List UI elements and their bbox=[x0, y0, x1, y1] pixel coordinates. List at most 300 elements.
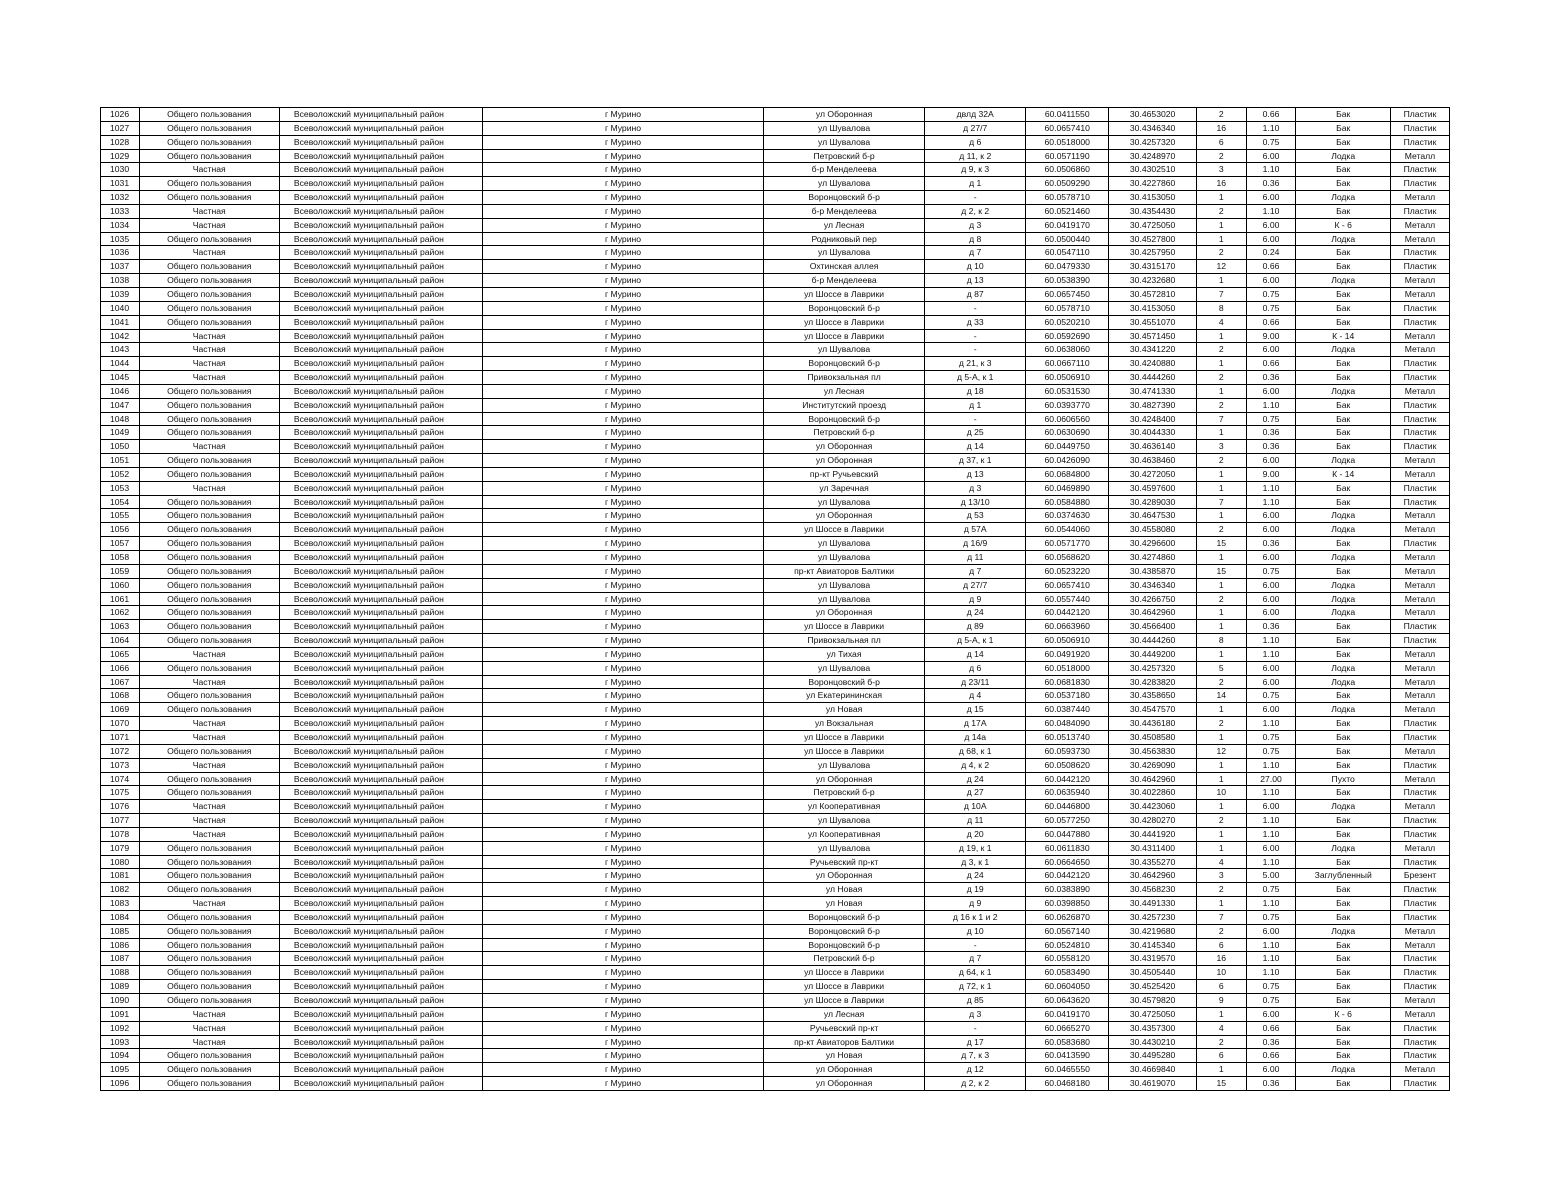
cell-container-count: 2 bbox=[1196, 883, 1246, 897]
cell-settlement: г Мурино bbox=[483, 564, 764, 578]
cell-street: Воронцовский б-р bbox=[763, 301, 925, 315]
cell-ownership: Частная bbox=[139, 1035, 279, 1049]
cell-material: Металл bbox=[1390, 287, 1449, 301]
cell-material: Металл bbox=[1390, 675, 1449, 689]
cell-settlement: г Мурино bbox=[483, 758, 764, 772]
table-row bbox=[101, 108, 1450, 122]
cell-street: ул Новая bbox=[763, 1049, 925, 1063]
cell-settlement: г Мурино bbox=[483, 135, 764, 149]
cell-longitude: 30.4495280 bbox=[1109, 1049, 1196, 1063]
cell-row-number: 1031 bbox=[101, 177, 140, 191]
cell-longitude: 30.4044330 bbox=[1109, 426, 1196, 440]
cell-street: Петровский б-р bbox=[763, 786, 925, 800]
cell-district: Всеволожский муниципальный район bbox=[279, 786, 482, 800]
cell-volume: 6.00 bbox=[1246, 509, 1296, 523]
table-row bbox=[101, 966, 1450, 980]
cell-container-count: 2 bbox=[1196, 343, 1246, 357]
cell-longitude: 30.4232680 bbox=[1109, 274, 1196, 288]
table-row bbox=[101, 523, 1450, 537]
cell-street: Воронцовский б-р bbox=[763, 191, 925, 205]
cell-ownership: Общего пользования bbox=[139, 384, 279, 398]
cell-ownership: Частная bbox=[139, 481, 279, 495]
table-row bbox=[101, 855, 1450, 869]
cell-settlement: г Мурино bbox=[483, 509, 764, 523]
cell-longitude: 30.4357300 bbox=[1109, 1021, 1196, 1035]
cell-district: Всеволожский муниципальный район bbox=[279, 371, 482, 385]
cell-container-count: 2 bbox=[1196, 108, 1246, 122]
cell-row-number: 1074 bbox=[101, 772, 140, 786]
cell-settlement: г Мурино bbox=[483, 910, 764, 924]
cell-row-number: 1045 bbox=[101, 371, 140, 385]
cell-longitude: 30.4346340 bbox=[1109, 121, 1196, 135]
cell-settlement: г Мурино bbox=[483, 398, 764, 412]
cell-container-count: 2 bbox=[1196, 204, 1246, 218]
cell-container-count: 1 bbox=[1196, 620, 1246, 634]
cell-street: ул Шоссе в Лаврики bbox=[763, 315, 925, 329]
cell-settlement: г Мурино bbox=[483, 384, 764, 398]
cell-settlement: г Мурино bbox=[483, 1063, 764, 1077]
cell-container-type: Бак bbox=[1296, 647, 1391, 661]
cell-latitude: 60.0393770 bbox=[1026, 398, 1109, 412]
table-row bbox=[101, 647, 1450, 661]
cell-container-type: Бак bbox=[1296, 966, 1391, 980]
cell-ownership: Частная bbox=[139, 758, 279, 772]
table-row bbox=[101, 564, 1450, 578]
cell-house: д 14 bbox=[925, 647, 1026, 661]
cell-settlement: г Мурино bbox=[483, 924, 764, 938]
cell-district: Всеволожский муниципальный район bbox=[279, 357, 482, 371]
cell-latitude: 60.0426090 bbox=[1026, 454, 1109, 468]
table-row bbox=[101, 177, 1450, 191]
cell-settlement: г Мурино bbox=[483, 412, 764, 426]
cell-row-number: 1040 bbox=[101, 301, 140, 315]
cell-district: Всеволожский муниципальный район bbox=[279, 301, 482, 315]
cell-ownership: Общего пользования bbox=[139, 952, 279, 966]
cell-container-type: Заглубленный bbox=[1296, 869, 1391, 883]
cell-container-type: Лодка bbox=[1296, 384, 1391, 398]
cell-ownership: Частная bbox=[139, 717, 279, 731]
cell-row-number: 1057 bbox=[101, 537, 140, 551]
cell-settlement: г Мурино bbox=[483, 121, 764, 135]
cell-ownership: Общего пользования bbox=[139, 966, 279, 980]
cell-volume: 0.36 bbox=[1246, 537, 1296, 551]
table-row bbox=[101, 357, 1450, 371]
cell-house: д 19 bbox=[925, 883, 1026, 897]
cell-ownership: Общего пользования bbox=[139, 301, 279, 315]
cell-ownership: Общего пользования bbox=[139, 537, 279, 551]
cell-row-number: 1095 bbox=[101, 1063, 140, 1077]
cell-container-type: Лодка bbox=[1296, 578, 1391, 592]
cell-row-number: 1054 bbox=[101, 495, 140, 509]
cell-container-count: 2 bbox=[1196, 1035, 1246, 1049]
cell-container-count: 2 bbox=[1196, 398, 1246, 412]
cell-street: ул Шувалова bbox=[763, 551, 925, 565]
cell-district: Всеволожский муниципальный район bbox=[279, 634, 482, 648]
cell-street: Ручьевский пр-кт bbox=[763, 1021, 925, 1035]
cell-longitude: 30.4248970 bbox=[1109, 149, 1196, 163]
cell-container-count: 7 bbox=[1196, 412, 1246, 426]
cell-latitude: 60.0520210 bbox=[1026, 315, 1109, 329]
cell-ownership: Общего пользования bbox=[139, 287, 279, 301]
cell-settlement: г Мурино bbox=[483, 301, 764, 315]
cell-ownership: Общего пользования bbox=[139, 592, 279, 606]
cell-house: д 13 bbox=[925, 274, 1026, 288]
cell-row-number: 1027 bbox=[101, 121, 140, 135]
cell-house: д 24 bbox=[925, 772, 1026, 786]
cell-volume: 9.00 bbox=[1246, 467, 1296, 481]
table-row bbox=[101, 204, 1450, 218]
cell-row-number: 1059 bbox=[101, 564, 140, 578]
cell-material: Металл bbox=[1390, 454, 1449, 468]
cell-house: д 9 bbox=[925, 897, 1026, 911]
cell-house: д 15 bbox=[925, 703, 1026, 717]
cell-district: Всеволожский муниципальный район bbox=[279, 647, 482, 661]
cell-district: Всеволожский муниципальный район bbox=[279, 1077, 482, 1091]
cell-material: Металл bbox=[1390, 1063, 1449, 1077]
cell-house: д 7 bbox=[925, 564, 1026, 578]
cell-ownership: Частная bbox=[139, 371, 279, 385]
cell-ownership: Общего пользования bbox=[139, 1049, 279, 1063]
cell-settlement: г Мурино bbox=[483, 952, 764, 966]
cell-settlement: г Мурино bbox=[483, 204, 764, 218]
table-row bbox=[101, 232, 1450, 246]
table-row bbox=[101, 786, 1450, 800]
table-row bbox=[101, 481, 1450, 495]
cell-container-type: Бак bbox=[1296, 177, 1391, 191]
cell-house: д 5-А, к 1 bbox=[925, 634, 1026, 648]
cell-volume: 0.75 bbox=[1246, 980, 1296, 994]
cell-row-number: 1096 bbox=[101, 1077, 140, 1091]
cell-street: ул Тихая bbox=[763, 647, 925, 661]
cell-longitude: 30.4579820 bbox=[1109, 994, 1196, 1008]
cell-row-number: 1036 bbox=[101, 246, 140, 260]
cell-ownership: Частная bbox=[139, 647, 279, 661]
cell-latitude: 60.0523220 bbox=[1026, 564, 1109, 578]
cell-container-type: Бак bbox=[1296, 814, 1391, 828]
cell-volume: 6.00 bbox=[1246, 551, 1296, 565]
cell-house: д 6 bbox=[925, 135, 1026, 149]
cell-material: Пластик bbox=[1390, 315, 1449, 329]
cell-row-number: 1068 bbox=[101, 689, 140, 703]
cell-container-type: Бак bbox=[1296, 426, 1391, 440]
cell-row-number: 1053 bbox=[101, 481, 140, 495]
cell-longitude: 30.4444260 bbox=[1109, 371, 1196, 385]
cell-street: Воронцовский б-р bbox=[763, 938, 925, 952]
table-row bbox=[101, 758, 1450, 772]
table-row bbox=[101, 287, 1450, 301]
cell-volume: 9.00 bbox=[1246, 329, 1296, 343]
cell-material: Пластик bbox=[1390, 827, 1449, 841]
cell-latitude: 60.0442120 bbox=[1026, 772, 1109, 786]
cell-material: Пластик bbox=[1390, 717, 1449, 731]
cell-house: д 11 bbox=[925, 814, 1026, 828]
cell-longitude: 30.4355270 bbox=[1109, 855, 1196, 869]
cell-house: д 2, к 2 bbox=[925, 204, 1026, 218]
cell-latitude: 60.0506860 bbox=[1026, 163, 1109, 177]
table-row bbox=[101, 814, 1450, 828]
cell-ownership: Общего пользования bbox=[139, 661, 279, 675]
cell-latitude: 60.0638060 bbox=[1026, 343, 1109, 357]
table-row bbox=[101, 121, 1450, 135]
cell-ownership: Частная bbox=[139, 343, 279, 357]
cell-container-count: 6 bbox=[1196, 938, 1246, 952]
cell-longitude: 30.4566400 bbox=[1109, 620, 1196, 634]
cell-row-number: 1035 bbox=[101, 232, 140, 246]
cell-container-type: Бак bbox=[1296, 980, 1391, 994]
cell-row-number: 1077 bbox=[101, 814, 140, 828]
cell-house: - bbox=[925, 412, 1026, 426]
cell-container-count: 7 bbox=[1196, 495, 1246, 509]
cell-container-type: Бак bbox=[1296, 371, 1391, 385]
cell-row-number: 1052 bbox=[101, 467, 140, 481]
cell-settlement: г Мурино bbox=[483, 855, 764, 869]
cell-ownership: Общего пользования bbox=[139, 703, 279, 717]
cell-volume: 0.36 bbox=[1246, 1035, 1296, 1049]
cell-material: Пластик bbox=[1390, 260, 1449, 274]
cell-district: Всеволожский муниципальный район bbox=[279, 910, 482, 924]
cell-longitude: 30.4248400 bbox=[1109, 412, 1196, 426]
cell-ownership: Общего пользования bbox=[139, 924, 279, 938]
cell-house: д 3 bbox=[925, 1007, 1026, 1021]
cell-district: Всеволожский муниципальный район bbox=[279, 384, 482, 398]
cell-container-count: 1 bbox=[1196, 897, 1246, 911]
cell-settlement: г Мурино bbox=[483, 827, 764, 841]
cell-street: Институтский проезд bbox=[763, 398, 925, 412]
cell-ownership: Общего пользования bbox=[139, 274, 279, 288]
cell-longitude: 30.4491330 bbox=[1109, 897, 1196, 911]
cell-volume: 6.00 bbox=[1246, 703, 1296, 717]
cell-ownership: Общего пользования bbox=[139, 467, 279, 481]
cell-district: Всеволожский муниципальный район bbox=[279, 855, 482, 869]
cell-district: Всеволожский муниципальный район bbox=[279, 509, 482, 523]
cell-settlement: г Мурино bbox=[483, 661, 764, 675]
cell-container-type: Лодка bbox=[1296, 1063, 1391, 1077]
cell-material: Металл bbox=[1390, 343, 1449, 357]
cell-row-number: 1033 bbox=[101, 204, 140, 218]
cell-house: - bbox=[925, 1021, 1026, 1035]
cell-ownership: Общего пользования bbox=[139, 938, 279, 952]
cell-settlement: г Мурино bbox=[483, 772, 764, 786]
cell-ownership: Общего пользования bbox=[139, 108, 279, 122]
cell-street: ул Кооперативная bbox=[763, 827, 925, 841]
cell-container-type: Лодка bbox=[1296, 661, 1391, 675]
cell-settlement: г Мурино bbox=[483, 675, 764, 689]
cell-row-number: 1080 bbox=[101, 855, 140, 869]
cell-material: Пластик bbox=[1390, 883, 1449, 897]
cell-ownership: Общего пользования bbox=[139, 855, 279, 869]
cell-district: Всеволожский муниципальный район bbox=[279, 675, 482, 689]
cell-container-type: Бак bbox=[1296, 301, 1391, 315]
cell-district: Всеволожский муниципальный район bbox=[279, 744, 482, 758]
cell-row-number: 1071 bbox=[101, 730, 140, 744]
cell-house: д 12 bbox=[925, 1063, 1026, 1077]
cell-material: Пластик bbox=[1390, 634, 1449, 648]
cell-container-count: 1 bbox=[1196, 647, 1246, 661]
cell-house: д 17А bbox=[925, 717, 1026, 731]
table-row bbox=[101, 149, 1450, 163]
cell-longitude: 30.4642960 bbox=[1109, 869, 1196, 883]
cell-house: д 4 bbox=[925, 689, 1026, 703]
cell-latitude: 60.0513740 bbox=[1026, 730, 1109, 744]
cell-district: Всеволожский муниципальный район bbox=[279, 412, 482, 426]
table-row bbox=[101, 246, 1450, 260]
cell-street: ул Шувалова bbox=[763, 578, 925, 592]
cell-container-count: 2 bbox=[1196, 149, 1246, 163]
cell-ownership: Частная bbox=[139, 1021, 279, 1035]
cell-street: ул Шувалова bbox=[763, 495, 925, 509]
cell-container-type: Пухто bbox=[1296, 772, 1391, 786]
cell-district: Всеволожский муниципальный район bbox=[279, 924, 482, 938]
cell-settlement: г Мурино bbox=[483, 883, 764, 897]
cell-container-type: Бак bbox=[1296, 440, 1391, 454]
table-row bbox=[101, 509, 1450, 523]
cell-ownership: Общего пользования bbox=[139, 744, 279, 758]
table-row bbox=[101, 260, 1450, 274]
cell-container-type: Лодка bbox=[1296, 841, 1391, 855]
cell-street: ул Шоссе в Лаврики bbox=[763, 287, 925, 301]
cell-street: Петровский б-р bbox=[763, 952, 925, 966]
cell-street: пр-кт Ручьевский bbox=[763, 467, 925, 481]
cell-row-number: 1062 bbox=[101, 606, 140, 620]
cell-latitude: 60.0583490 bbox=[1026, 966, 1109, 980]
table-row bbox=[101, 343, 1450, 357]
cell-district: Всеволожский муниципальный район bbox=[279, 717, 482, 731]
cell-street: ул Кооперативная bbox=[763, 800, 925, 814]
cell-district: Всеволожский муниципальный район bbox=[279, 426, 482, 440]
cell-district: Всеволожский муниципальный район bbox=[279, 592, 482, 606]
table-row bbox=[101, 1021, 1450, 1035]
cell-latitude: 60.0593730 bbox=[1026, 744, 1109, 758]
cell-settlement: г Мурино bbox=[483, 800, 764, 814]
cell-row-number: 1063 bbox=[101, 620, 140, 634]
cell-longitude: 30.4571450 bbox=[1109, 329, 1196, 343]
cell-container-type: Бак bbox=[1296, 564, 1391, 578]
cell-volume: 0.66 bbox=[1246, 108, 1296, 122]
cell-house: д 10 bbox=[925, 260, 1026, 274]
cell-volume: 0.36 bbox=[1246, 620, 1296, 634]
cell-material: Металл bbox=[1390, 1007, 1449, 1021]
cell-latitude: 60.0491920 bbox=[1026, 647, 1109, 661]
cell-volume: 1.10 bbox=[1246, 121, 1296, 135]
cell-house: д 11, к 2 bbox=[925, 149, 1026, 163]
table-row bbox=[101, 620, 1450, 634]
cell-volume: 0.75 bbox=[1246, 910, 1296, 924]
cell-latitude: 60.0383890 bbox=[1026, 883, 1109, 897]
cell-volume: 0.36 bbox=[1246, 177, 1296, 191]
cell-district: Всеволожский муниципальный район bbox=[279, 689, 482, 703]
cell-container-count: 2 bbox=[1196, 675, 1246, 689]
cell-settlement: г Мурино bbox=[483, 578, 764, 592]
cell-latitude: 60.0446800 bbox=[1026, 800, 1109, 814]
table-row bbox=[101, 191, 1450, 205]
cell-settlement: г Мурино bbox=[483, 260, 764, 274]
cell-settlement: г Мурино bbox=[483, 343, 764, 357]
cell-container-type: Бак bbox=[1296, 717, 1391, 731]
cell-settlement: г Мурино bbox=[483, 246, 764, 260]
table-row bbox=[101, 910, 1450, 924]
cell-longitude: 30.4568230 bbox=[1109, 883, 1196, 897]
cell-volume: 6.00 bbox=[1246, 454, 1296, 468]
cell-district: Всеволожский муниципальный район bbox=[279, 315, 482, 329]
cell-ownership: Частная bbox=[139, 218, 279, 232]
table-row bbox=[101, 841, 1450, 855]
table-row bbox=[101, 897, 1450, 911]
cell-house: д 37, к 1 bbox=[925, 454, 1026, 468]
cell-street: ул Новая bbox=[763, 897, 925, 911]
cell-settlement: г Мурино bbox=[483, 232, 764, 246]
table-row bbox=[101, 301, 1450, 315]
cell-latitude: 60.0524810 bbox=[1026, 938, 1109, 952]
cell-latitude: 60.0547110 bbox=[1026, 246, 1109, 260]
cell-container-type: Бак bbox=[1296, 620, 1391, 634]
cell-container-count: 3 bbox=[1196, 163, 1246, 177]
cell-container-type: Бак bbox=[1296, 163, 1391, 177]
table-row bbox=[101, 994, 1450, 1008]
cell-container-type: Бак bbox=[1296, 827, 1391, 841]
cell-settlement: г Мурино bbox=[483, 786, 764, 800]
cell-latitude: 60.0558120 bbox=[1026, 952, 1109, 966]
cell-volume: 1.10 bbox=[1246, 966, 1296, 980]
cell-row-number: 1090 bbox=[101, 994, 140, 1008]
cell-material: Металл bbox=[1390, 994, 1449, 1008]
cell-ownership: Общего пользования bbox=[139, 689, 279, 703]
cell-container-type: Бак bbox=[1296, 204, 1391, 218]
cell-district: Всеволожский муниципальный район bbox=[279, 204, 482, 218]
cell-row-number: 1055 bbox=[101, 509, 140, 523]
cell-row-number: 1087 bbox=[101, 952, 140, 966]
cell-container-count: 1 bbox=[1196, 481, 1246, 495]
cell-container-count: 8 bbox=[1196, 301, 1246, 315]
cell-container-count: 1 bbox=[1196, 841, 1246, 855]
cell-ownership: Общего пользования bbox=[139, 883, 279, 897]
cell-container-type: К - 6 bbox=[1296, 1007, 1391, 1021]
cell-row-number: 1076 bbox=[101, 800, 140, 814]
table-row bbox=[101, 135, 1450, 149]
cell-row-number: 1070 bbox=[101, 717, 140, 731]
cell-container-count: 14 bbox=[1196, 689, 1246, 703]
table-body bbox=[101, 108, 1450, 1091]
cell-volume: 1.10 bbox=[1246, 717, 1296, 731]
cell-house: д 10 bbox=[925, 924, 1026, 938]
cell-volume: 0.66 bbox=[1246, 357, 1296, 371]
cell-longitude: 30.4022860 bbox=[1109, 786, 1196, 800]
cell-material: Металл bbox=[1390, 274, 1449, 288]
cell-house: д 3 bbox=[925, 481, 1026, 495]
cell-ownership: Общего пользования bbox=[139, 551, 279, 565]
cell-latitude: 60.0465550 bbox=[1026, 1063, 1109, 1077]
cell-volume: 6.00 bbox=[1246, 274, 1296, 288]
cell-material: Металл bbox=[1390, 509, 1449, 523]
cell-district: Всеволожский муниципальный район bbox=[279, 578, 482, 592]
cell-settlement: г Мурино bbox=[483, 938, 764, 952]
cell-ownership: Общего пользования bbox=[139, 315, 279, 329]
cell-row-number: 1091 bbox=[101, 1007, 140, 1021]
cell-row-number: 1044 bbox=[101, 357, 140, 371]
cell-container-count: 1 bbox=[1196, 426, 1246, 440]
cell-material: Пластик bbox=[1390, 620, 1449, 634]
cell-ownership: Общего пользования bbox=[139, 910, 279, 924]
cell-row-number: 1072 bbox=[101, 744, 140, 758]
cell-settlement: г Мурино bbox=[483, 551, 764, 565]
cell-longitude: 30.4642960 bbox=[1109, 606, 1196, 620]
cell-row-number: 1067 bbox=[101, 675, 140, 689]
cell-district: Всеволожский муниципальный район bbox=[279, 994, 482, 1008]
cell-container-type: Бак bbox=[1296, 883, 1391, 897]
cell-volume: 6.00 bbox=[1246, 343, 1296, 357]
cell-street: ул Шувалова bbox=[763, 814, 925, 828]
cell-longitude: 30.4274860 bbox=[1109, 551, 1196, 565]
cell-district: Всеволожский муниципальный район bbox=[279, 287, 482, 301]
